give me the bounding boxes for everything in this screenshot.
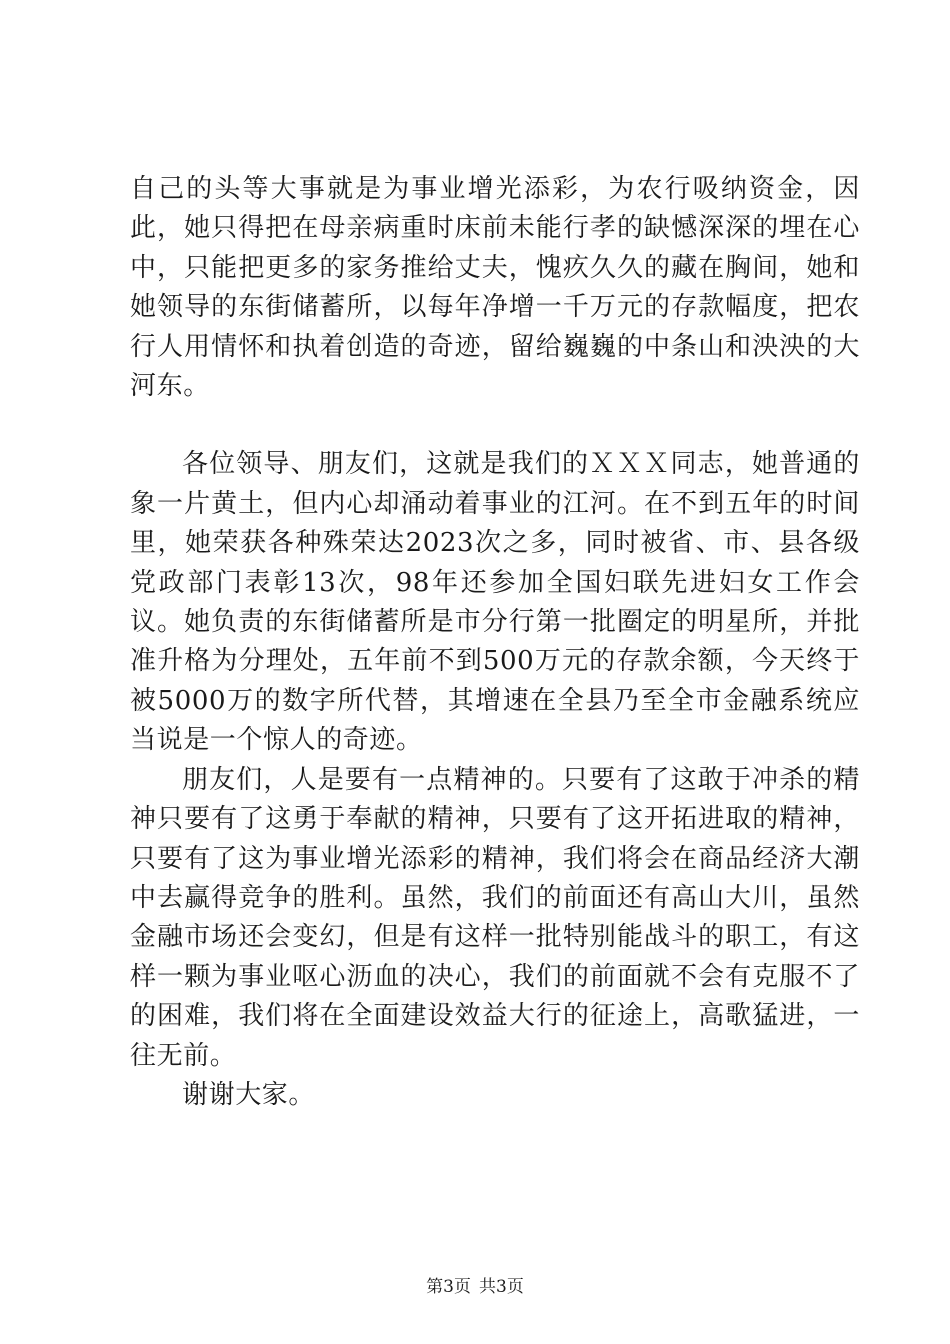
document-body (130, 170, 860, 1115)
paragraph-gap (130, 406, 860, 445)
page-footer (0, 1272, 950, 1297)
page-number: 第3页 (426, 1277, 471, 1297)
paragraph-4: 谢谢大家。 (182, 1079, 316, 1110)
paragraph-1: 自己的头等大事就是为事业增光添彩，为农行吸纳资金，因此，她只得把在母亲病重时床前未能行孝的缺憾深深的埋在心中，只能把更多的家务推给丈夫，愧疚久久的藏在胸间，她和她领导的东街储蓄所，以每年净增一千万元的存款幅度，把农行人用情怀和执着创造的奇迹，留给巍巍的中条山和泱泱的大河东。 (130, 174, 860, 402)
paragraph-3: 朋友们，人是要有一点精神的。只要有了这敢于冲杀的精神只要有了这勇于奉献的精神，只要有了这开拓进取的精神，只要有了这为事业增光添彩的精神，我们将会在商品经济大潮中去赢得竞争的胜利。虽然，我们的前面还有高山大川，虽然金融市场还会变幻，但是有这样一批特别能战斗的职工，有这样一颗为事业呕心沥血的决心，我们的前面就不会有克服不了的困难，我们将在全面建设效益大行的征途上，高歌猛进，一往无前。 (130, 764, 860, 1071)
page-total: 共3页 (479, 1277, 524, 1297)
paragraph-2: 各位领导、朋友们，这就是我们的ＸＸＸ同志，她普通的象一片黄土，但内心却涌动着事业的江河。在不到五年的时间里，她荣获各种殊荣达2023次之多，同时被省、市、县各级党政部门表彰13次，98年还参加全国妇联先进妇女工作会议。她负责的东街储蓄所是市分行第一批圈定的明星所，并批准升格为分理处，五年前不到500万元的存款余额，今天终于被5000万的数字所代替，其增速在全县乃至全市金融系统应当说是一个惊人的奇迹。 (130, 449, 860, 756)
